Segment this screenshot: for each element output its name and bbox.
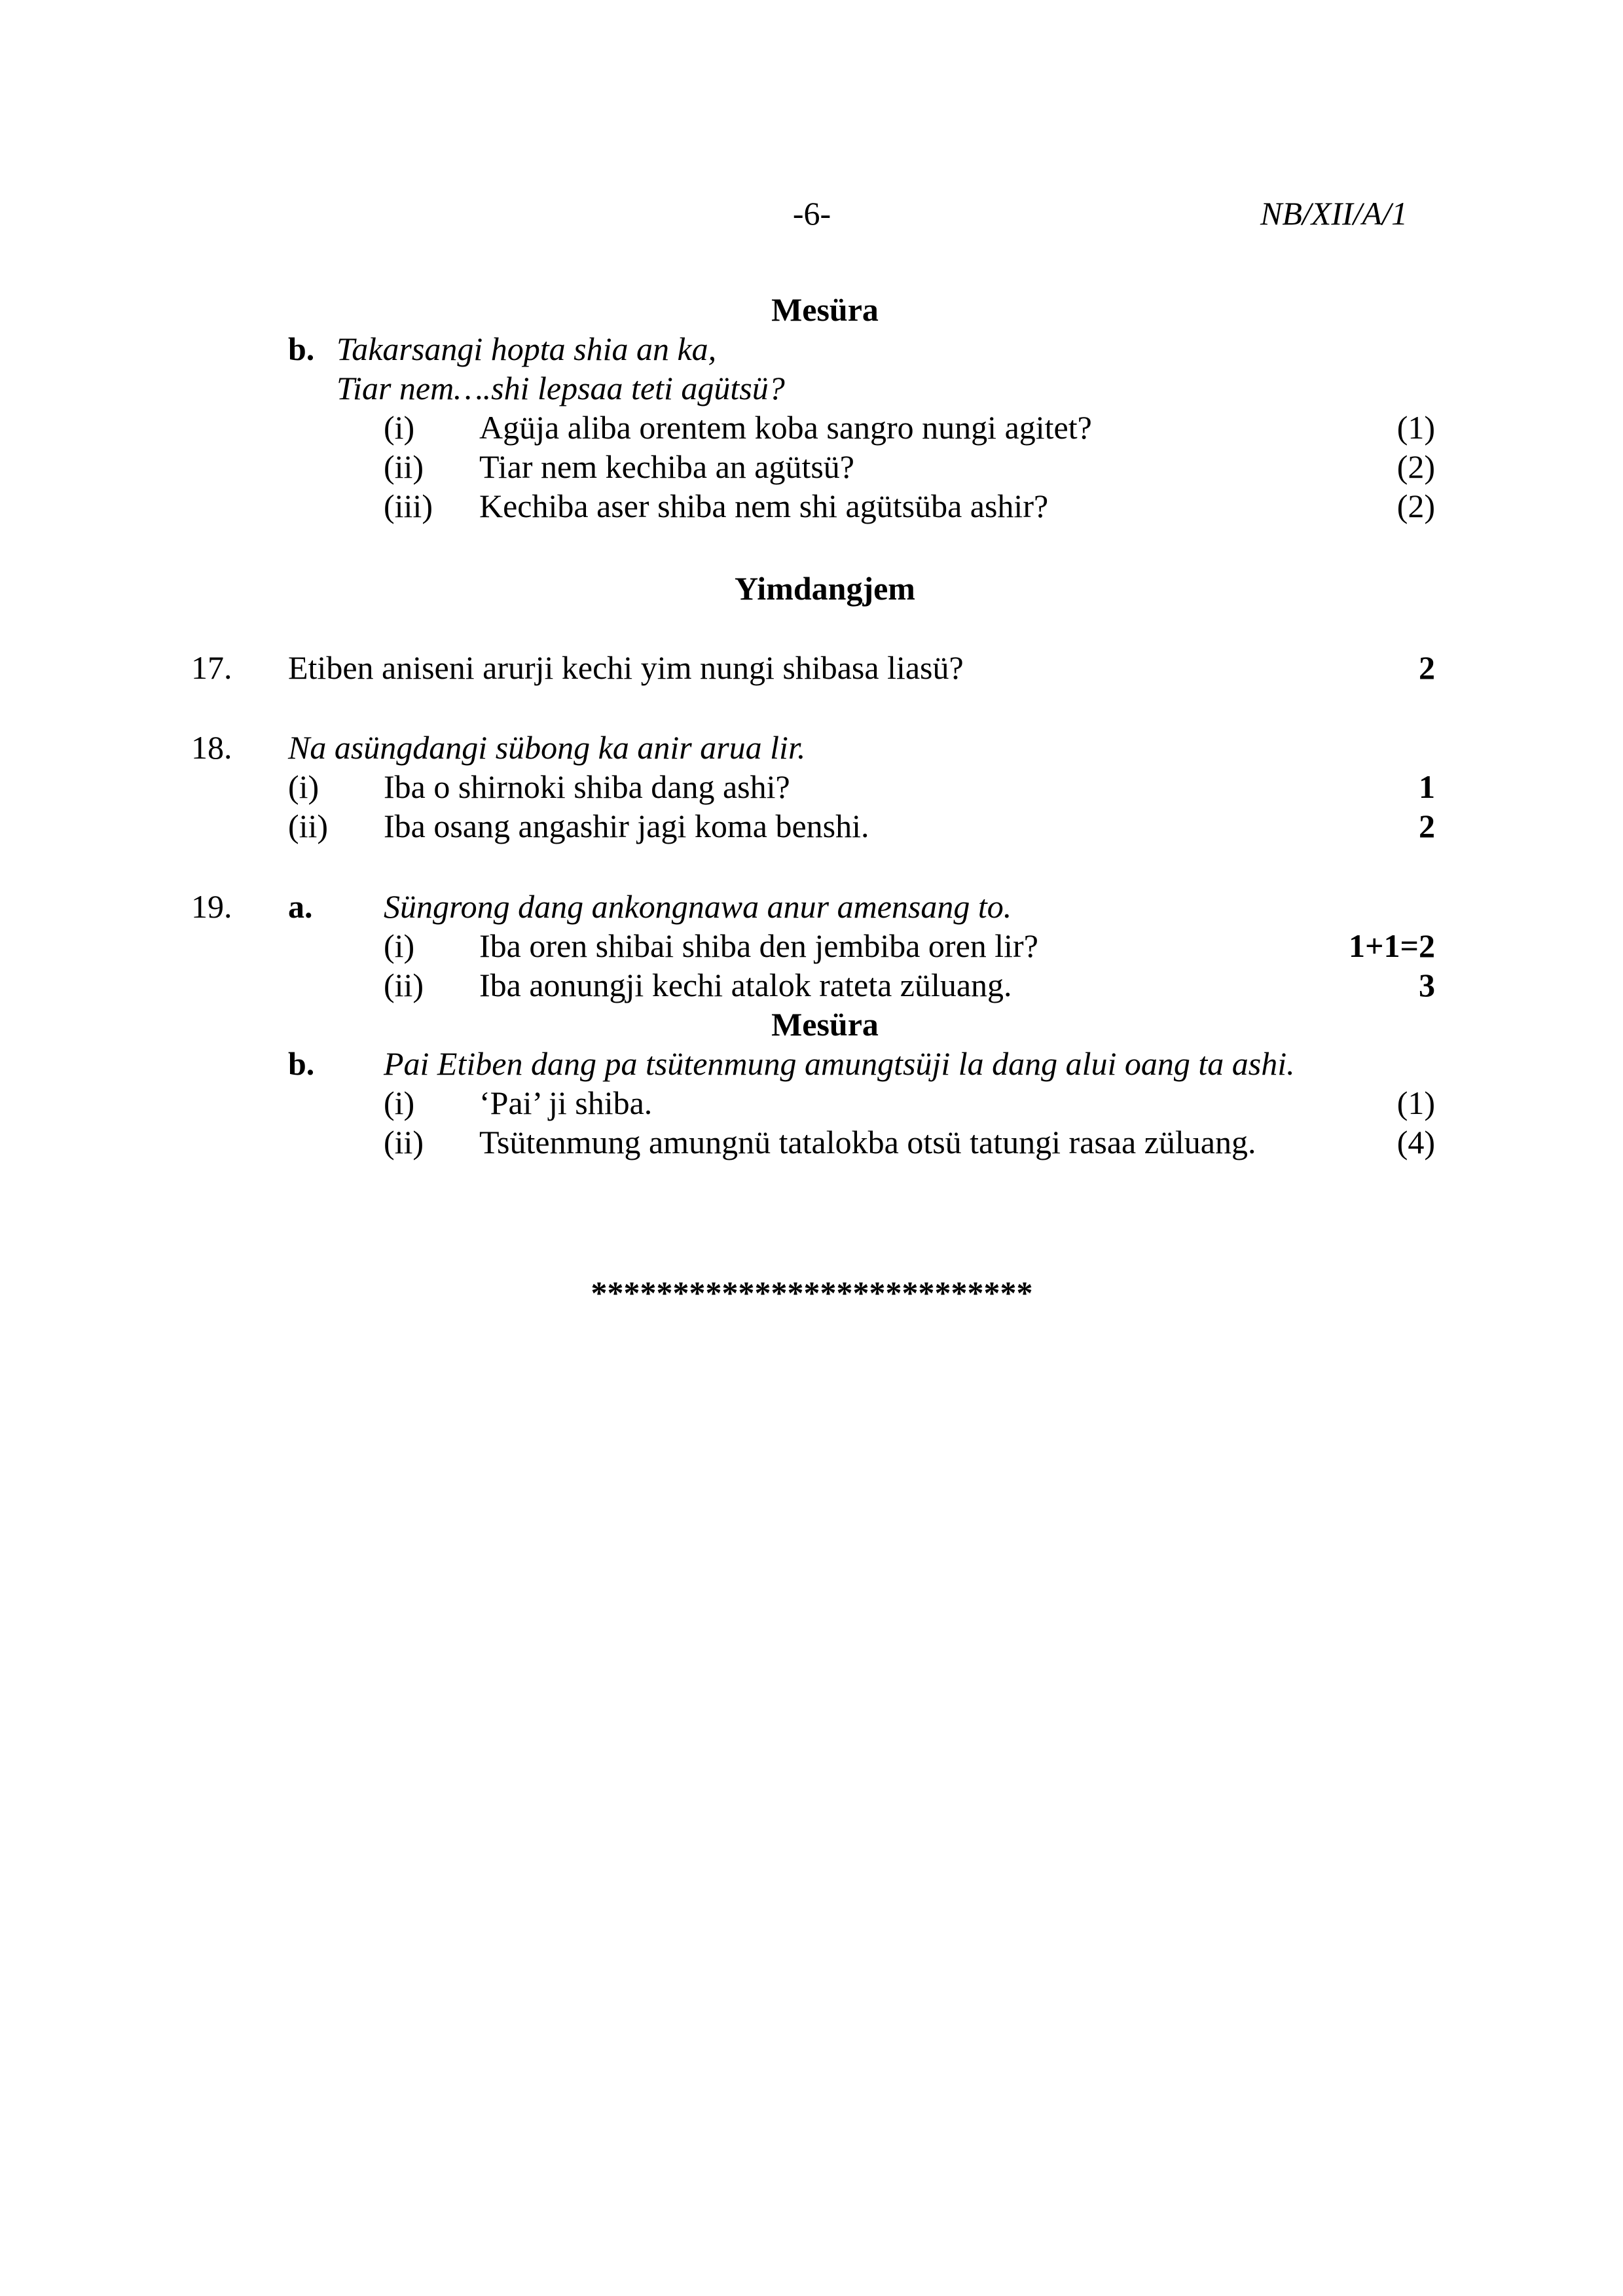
sub-item-number: (i) [384, 927, 415, 964]
sub-item-number: (i) [384, 1085, 415, 1121]
sub-item-marks: (1) [1396, 1085, 1435, 1121]
part-label-b: b. [288, 1045, 315, 1082]
end-of-paper-stars: *************************** [591, 1274, 1033, 1311]
question-17-marks: 2 [1419, 649, 1435, 686]
sub-item-marks: (4) [1396, 1124, 1435, 1160]
sub-item-marks: 3 [1419, 967, 1435, 1003]
document-code: NB/XII/A/1 [1260, 195, 1408, 232]
sub-item-text: Agüja aliba orentem koba sangro nungi agitet? [479, 409, 1092, 446]
sub-item-text: Iba osang angashir jagi koma benshi. [384, 808, 869, 844]
sub-item-marks: 1 [1419, 768, 1435, 805]
question-19a-prompt: Süngrong dang ankongnawa anur amensang to. [384, 888, 1012, 925]
sub-item-text: Kechiba aser shiba nem shi agütsüba ashir? [479, 488, 1049, 524]
sub-item-text: Iba aonungji kechi atalok rateta züluang. [479, 967, 1012, 1003]
sub-item-number: (ii) [384, 448, 424, 485]
sub-item-marks: (2) [1396, 448, 1435, 485]
sub-item-text: Tiar nem kechiba an agütsü? [479, 448, 854, 485]
question-18-prompt: Na asüngdangi sübong ka anir arua lir. [288, 729, 806, 766]
part-label-a: a. [288, 888, 313, 925]
prompt-line-1: Takarsangi hopta shia an ka, [337, 331, 717, 367]
question-17-text: Etiben aniseni arurji kechi yim nungi shibasa liasü? [288, 649, 964, 686]
page-number: -6- [792, 195, 831, 232]
sub-item-marks: 2 [1419, 808, 1435, 844]
question-number-19: 19. [191, 888, 232, 925]
sub-item-text: ‘Pai’ ji shiba. [479, 1085, 653, 1121]
sub-item-number: (ii) [288, 808, 329, 844]
prompt-line-2: Tiar nem….shi lepsaa teti agütsü? [337, 370, 785, 406]
sub-item-number: (i) [288, 768, 319, 805]
part-label-b-top: b. [288, 331, 315, 367]
question-19b-prompt: Pai Etiben dang pa tsütenmung amungtsüji la dang alui oang ta ashi. [384, 1045, 1295, 1082]
sub-item-number: (i) [384, 409, 415, 446]
sub-item-marks: 1+1=2 [1349, 927, 1435, 964]
question-number-18: 18. [191, 729, 232, 766]
section-heading-mesura-or: Mesüra [771, 1006, 879, 1043]
sub-item-number: (ii) [384, 967, 424, 1003]
sub-item-text: Tsütenmung amungnü tatalokba otsü tatungi rasaa züluang. [479, 1124, 1256, 1160]
sub-item-text: Iba o shirnoki shiba dang ashi? [384, 768, 790, 805]
section-heading-mesura-top: Mesüra [771, 291, 879, 328]
sub-item-text: Iba oren shibai shiba den jembiba oren lir? [479, 927, 1038, 964]
question-number-17: 17. [191, 649, 232, 686]
section-heading-yimdangjem: Yimdangjem [735, 570, 915, 607]
sub-item-number: (ii) [384, 1124, 424, 1160]
sub-item-marks: (2) [1396, 488, 1435, 524]
sub-item-number: (iii) [384, 488, 433, 524]
sub-item-marks: (1) [1396, 409, 1435, 446]
